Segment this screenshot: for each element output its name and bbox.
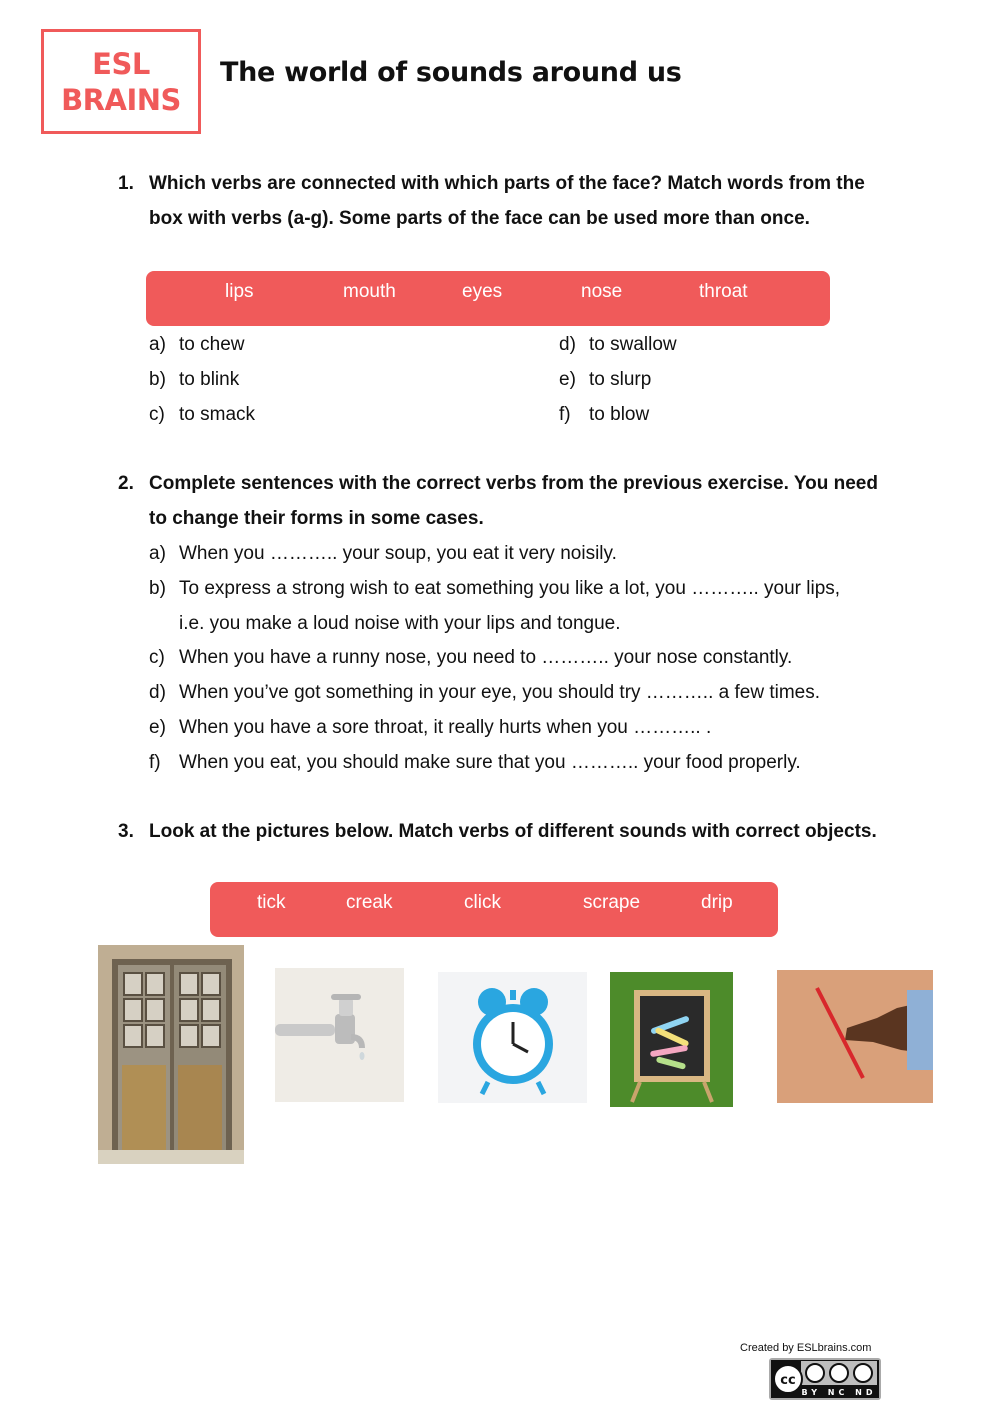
word-box-item: eyes [462,281,503,302]
word-box-item: click [464,892,501,913]
dripping-tap-image [275,968,404,1102]
item-text: When you eat, you should make sure that you ……….. your food properly. [179,752,801,773]
list-item [559,362,651,397]
item-text: When you have a sore throat, it really hurts when you ……….. . [179,717,712,738]
list-item [149,327,244,362]
word-box-item: mouth [343,281,396,302]
list-item [149,362,239,397]
item-letter: d) [149,682,166,703]
word-box-item: throat [699,281,748,302]
item-text: When you’ve got something in your eye, you should try ……….. a few times. [179,682,821,703]
item-letter: d) [559,334,576,355]
word-box-item: lips [225,281,254,302]
word-box-item: creak [346,892,393,913]
item-letter: a) [149,334,166,355]
word-box-item: nose [581,281,623,302]
svg-text:cc: cc [780,1373,796,1388]
word-box-item: drip [701,892,733,913]
alarm-clock-image [438,972,587,1103]
created-by-text: Created by ESLbrains.com [740,1342,872,1354]
item-letter: c) [149,647,165,668]
item-text: to smack [179,404,256,425]
sentence-item [149,536,879,571]
item-text: When you ……….. your soup, you eat it very noisily. [179,543,617,564]
list-item [559,397,649,432]
exercise-3-text: Look at the pictures below. Match verbs of different sounds with correct objects. [149,821,877,842]
item-letter: f) [559,404,571,425]
item-text: to chew [179,334,245,355]
logo-line-1: ESL [92,46,150,81]
item-letter: c) [149,404,165,425]
old-door-image [98,945,244,1164]
item-letter: a) [149,543,166,564]
exercise-1-number: 1. [118,173,134,194]
list-item [149,397,255,432]
item-text: to swallow [589,334,677,355]
item-text: When you have a runny nose, you need to ……….. your nose constantly. [179,647,793,668]
creative-commons-license-badge [769,1358,881,1400]
item-text: to blow [589,404,650,425]
exercise-1-text: Which verbs are connected with which parts of the face? Match words from the box with verbs (a-g). Some parts of the face can be used more than once. [149,173,865,229]
item-letter: e) [149,717,166,738]
item-text: To express a strong wish to eat something you like a lot, you ……….. your lips, i.e. you make a loud noise with your lips and tongue. [179,578,841,634]
item-letter: e) [559,369,576,390]
exercise-1-instruction [118,166,888,236]
exercise-2-instruction [118,466,888,536]
chalkboard-image [610,972,733,1107]
sentence-item [149,675,889,710]
item-text: to slurp [589,369,652,390]
hand-with-pen-image [777,970,933,1103]
exercise-2-text: Complete sentences with the correct verbs from the previous exercise. You need to change their forms in some cases. [149,473,878,529]
word-box-item: scrape [583,892,641,913]
word-box-sounds [210,882,778,937]
sentence-item [149,571,849,641]
license-badge-text: BY NC ND [801,1388,877,1397]
word-box-item: tick [257,892,286,913]
logo-line-2: BRAINS [61,82,181,117]
exercise-2-number: 2. [118,473,134,494]
sentence-item [149,745,879,780]
exercise-3-instruction [118,814,888,849]
esl-brains-logo [41,29,201,134]
item-letter: b) [149,369,166,390]
list-item [559,327,677,362]
exercise-3-number: 3. [118,821,134,842]
page-title: The world of sounds around us [220,57,682,88]
item-letter: b) [149,578,166,599]
item-letter: f) [149,752,161,773]
item-text: to blink [179,369,240,390]
sentence-item [149,640,879,675]
word-box-face-parts [146,271,830,326]
sentence-item [149,710,879,745]
